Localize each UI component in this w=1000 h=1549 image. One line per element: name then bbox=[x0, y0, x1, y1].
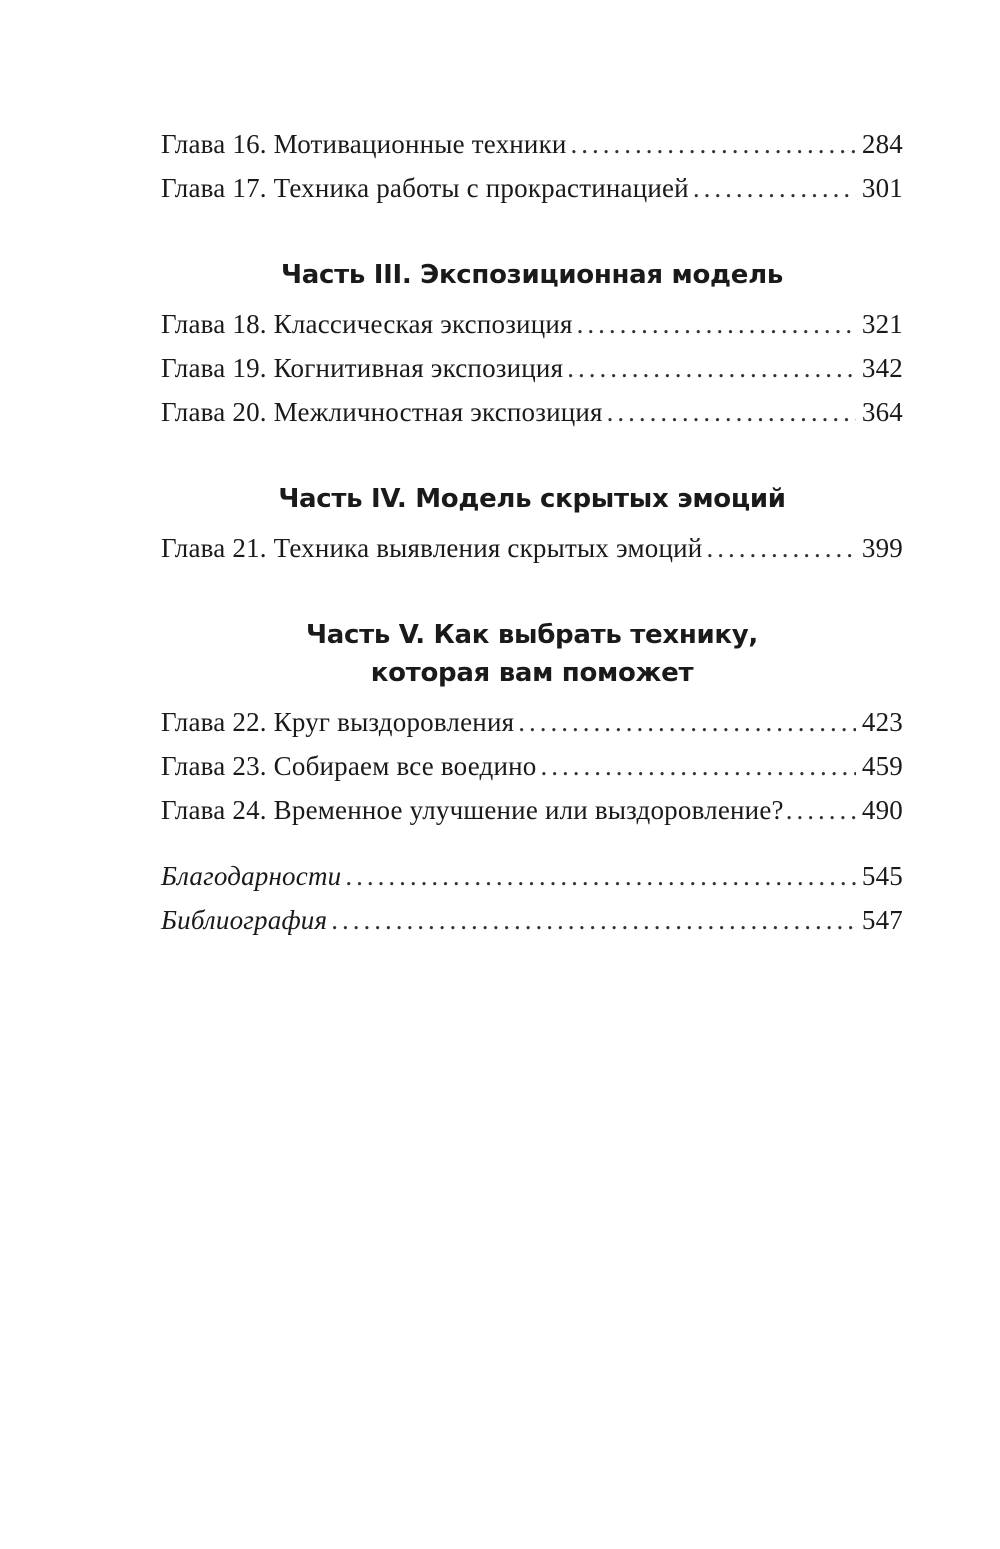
toc-entry-page: 490 bbox=[861, 795, 903, 825]
toc-entry-page: 301 bbox=[861, 173, 903, 203]
toc-entry-title: Благодарности bbox=[161, 861, 342, 891]
dot-leader bbox=[786, 788, 862, 832]
dot-leader bbox=[567, 346, 856, 390]
toc-entry-acknowledgements[interactable] bbox=[161, 854, 903, 898]
part-5-heading-line-1: Часть V. Как выбрать технику, bbox=[306, 620, 758, 650]
toc-entry-page: 364 bbox=[861, 397, 903, 427]
toc-entry-chapter-20[interactable] bbox=[161, 390, 903, 434]
toc-entry-chapter-24[interactable] bbox=[161, 788, 903, 832]
toc-entry-chapter-18[interactable] bbox=[161, 302, 903, 346]
part-4-heading: Часть IV. Модель скрытых эмоций bbox=[278, 484, 786, 514]
toc-entry-title: Глава 23. Собираем все воедино bbox=[161, 751, 537, 781]
toc-entry-chapter-23[interactable] bbox=[161, 744, 903, 788]
toc-entry-chapter-16[interactable] bbox=[161, 122, 903, 166]
toc-entry-page: 459 bbox=[861, 751, 903, 781]
dot-leader bbox=[331, 898, 856, 942]
dot-leader bbox=[607, 390, 856, 434]
table-of-contents bbox=[161, 122, 903, 942]
toc-entry-title: Глава 20. Межличностная экспозиция bbox=[161, 397, 603, 427]
toc-entry-chapter-21[interactable] bbox=[161, 526, 903, 570]
toc-entry-title: Глава 18. Классическая экспозиция bbox=[161, 309, 573, 339]
dot-leader bbox=[540, 744, 855, 788]
toc-entry-page: 284 bbox=[861, 129, 903, 159]
toc-entry-page: 321 bbox=[861, 309, 903, 339]
toc-entry-page: 423 bbox=[861, 707, 903, 737]
toc-entry-page: 342 bbox=[861, 353, 903, 383]
toc-entry-title: Глава 24. Временное улучшение или выздоровление? bbox=[161, 795, 784, 825]
dot-leader bbox=[571, 122, 856, 166]
part-3-heading: Часть III. Экспозиционная модель bbox=[281, 260, 783, 290]
toc-entry-title: Глава 21. Техника выявления скрытых эмоций bbox=[161, 533, 703, 563]
toc-entry-title: Библиография bbox=[161, 905, 328, 935]
dot-leader bbox=[345, 854, 856, 898]
toc-entry-bibliography[interactable] bbox=[161, 898, 903, 942]
toc-entry-title: Глава 19. Когнитивная экспозиция bbox=[161, 353, 564, 383]
toc-entry-chapter-22[interactable] bbox=[161, 700, 903, 744]
part-5-heading-line-2: которая вам поможет bbox=[370, 658, 694, 688]
toc-entry-chapter-19[interactable] bbox=[161, 346, 903, 390]
toc-entry-page: 399 bbox=[861, 533, 903, 563]
dot-leader bbox=[706, 526, 855, 570]
toc-entry-title: Глава 22. Круг выздоровления bbox=[161, 707, 515, 737]
dot-leader bbox=[518, 700, 856, 744]
toc-entry-page: 547 bbox=[861, 905, 903, 935]
dot-leader bbox=[693, 166, 856, 210]
toc-entry-page: 545 bbox=[861, 861, 903, 891]
toc-entry-title: Глава 17. Техника работы с прокрастинацией bbox=[161, 173, 689, 203]
dot-leader bbox=[577, 302, 856, 346]
toc-entry-chapter-17[interactable] bbox=[161, 166, 903, 210]
toc-entry-title: Глава 16. Мотивационные техники bbox=[161, 129, 567, 159]
